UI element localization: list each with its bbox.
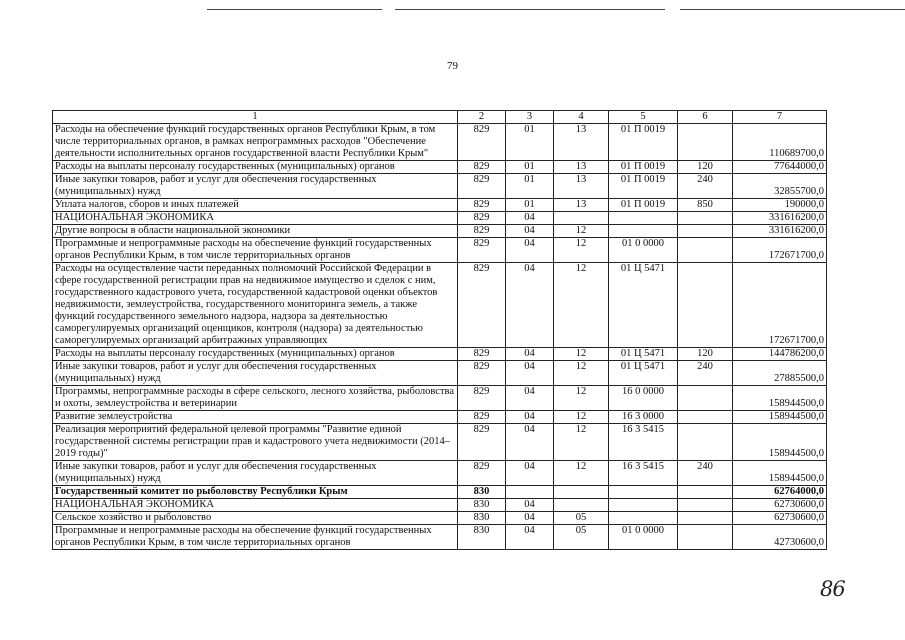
row-description: Расходы на выплаты персоналу государственных (муниципальных) органов: [53, 161, 458, 174]
row-target-article: [609, 512, 678, 525]
row-expense-type: [678, 525, 733, 550]
row-description: Иные закупки товаров, работ и услуг для обеспечения государственных (муниципальных) нужд: [53, 361, 458, 386]
row-target-article: 16 3 5415: [609, 424, 678, 461]
row-subsection-code: 12: [554, 361, 609, 386]
row-subsection-code: 12: [554, 386, 609, 411]
row-amount: 158944500,0: [733, 424, 827, 461]
row-ministry-code: 829: [458, 212, 506, 225]
row-description: Расходы на обеспечение функций государственных органов Республики Крым, в том числе территориальных органов, в рамках непрограммных расходов "Обеспечение деятельности исполнительных органов государственной власти Республики Крым": [53, 124, 458, 161]
row-expense-type: 240: [678, 361, 733, 386]
row-amount: 62764000,0: [733, 486, 827, 499]
row-subsection-code: 05: [554, 512, 609, 525]
row-ministry-code: 829: [458, 238, 506, 263]
row-target-article: 01 П 0019: [609, 161, 678, 174]
row-subsection-code: 12: [554, 411, 609, 424]
row-subsection-code: 12: [554, 424, 609, 461]
table-row: [53, 212, 827, 225]
table-row: [53, 174, 827, 199]
row-subsection-code: 13: [554, 174, 609, 199]
row-expense-type: [678, 212, 733, 225]
row-description: Программы, непрограммные расходы в сфере сельского, лесного хозяйства, рыболовства и охоты, землеустройства и ветеринарии: [53, 386, 458, 411]
row-subsection-code: [554, 212, 609, 225]
row-amount: 32855700,0: [733, 174, 827, 199]
row-section-code: [506, 486, 554, 499]
page-number: 79: [447, 60, 458, 72]
header-row: [53, 111, 827, 124]
row-section-code: 04: [506, 525, 554, 550]
row-expense-type: [678, 424, 733, 461]
row-ministry-code: 829: [458, 411, 506, 424]
row-ministry-code: 829: [458, 348, 506, 361]
row-ministry-code: 829: [458, 386, 506, 411]
row-expense-type: [678, 386, 733, 411]
top-rule: [395, 9, 665, 10]
row-expense-type: [678, 238, 733, 263]
row-ministry-code: 830: [458, 525, 506, 550]
row-expense-type: 120: [678, 348, 733, 361]
table-row: [53, 238, 827, 263]
header-cell: 4: [554, 111, 609, 124]
row-description: Другие вопросы в области национальной экономики: [53, 225, 458, 238]
row-amount: 62730600,0: [733, 512, 827, 525]
table-row: [53, 386, 827, 411]
row-target-article: 16 3 5415: [609, 461, 678, 486]
row-target-article: [609, 212, 678, 225]
row-subsection-code: 12: [554, 461, 609, 486]
row-subsection-code: 13: [554, 161, 609, 174]
row-section-code: 04: [506, 411, 554, 424]
row-target-article: [609, 225, 678, 238]
row-description: Уплата налогов, сборов и иных платежей: [53, 199, 458, 212]
row-target-article: 16 0 0000: [609, 386, 678, 411]
row-section-code: 04: [506, 386, 554, 411]
row-ministry-code: 829: [458, 263, 506, 348]
row-description: Иные закупки товаров, работ и услуг для обеспечения государственных (муниципальных) нужд: [53, 461, 458, 486]
row-expense-type: 240: [678, 461, 733, 486]
row-amount: 190000,0: [733, 199, 827, 212]
row-ministry-code: 830: [458, 499, 506, 512]
row-target-article: [609, 486, 678, 499]
row-description: Государственный комитет по рыболовству Республики Крым: [53, 486, 458, 499]
row-target-article: 01 П 0019: [609, 199, 678, 212]
table-row: [53, 486, 827, 499]
table-row: [53, 424, 827, 461]
row-amount: 158944500,0: [733, 461, 827, 486]
row-section-code: 04: [506, 212, 554, 225]
header-cell: 2: [458, 111, 506, 124]
row-ministry-code: 829: [458, 461, 506, 486]
row-expense-type: [678, 512, 733, 525]
row-target-article: 01 Ц 5471: [609, 263, 678, 348]
row-expense-type: [678, 124, 733, 161]
row-ministry-code: 829: [458, 124, 506, 161]
row-description: НАЦИОНАЛЬНАЯ ЭКОНОМИКА: [53, 499, 458, 512]
row-target-article: 01 П 0019: [609, 174, 678, 199]
row-description: Программные и непрограммные расходы на обеспечение функций государственных органов Республики Крым, в том числе территориальных органов: [53, 238, 458, 263]
row-ministry-code: 829: [458, 361, 506, 386]
table-row: [53, 161, 827, 174]
table-body: [53, 111, 827, 550]
row-amount: 158944500,0: [733, 386, 827, 411]
row-section-code: 04: [506, 499, 554, 512]
row-section-code: 01: [506, 124, 554, 161]
row-section-code: 04: [506, 238, 554, 263]
row-amount: 42730600,0: [733, 525, 827, 550]
row-expense-type: 240: [678, 174, 733, 199]
row-section-code: 04: [506, 424, 554, 461]
table-row: [53, 348, 827, 361]
table-row: [53, 361, 827, 386]
row-expense-type: [678, 263, 733, 348]
row-ministry-code: 830: [458, 486, 506, 499]
header-cell: 6: [678, 111, 733, 124]
row-description: Расходы на выплаты персоналу государственных (муниципальных) органов: [53, 348, 458, 361]
row-amount: 62730600,0: [733, 499, 827, 512]
budget-table: [52, 110, 827, 550]
row-subsection-code: 05: [554, 525, 609, 550]
row-section-code: 04: [506, 225, 554, 238]
row-subsection-code: 12: [554, 225, 609, 238]
row-section-code: 01: [506, 199, 554, 212]
row-expense-type: 120: [678, 161, 733, 174]
row-subsection-code: 13: [554, 124, 609, 161]
row-expense-type: 850: [678, 199, 733, 212]
row-section-code: 04: [506, 361, 554, 386]
row-ministry-code: 829: [458, 174, 506, 199]
row-ministry-code: 829: [458, 161, 506, 174]
row-subsection-code: 12: [554, 348, 609, 361]
table-row: [53, 263, 827, 348]
row-amount: 331616200,0: [733, 225, 827, 238]
table-row: [53, 411, 827, 424]
header-cell: 5: [609, 111, 678, 124]
row-amount: 144786200,0: [733, 348, 827, 361]
row-section-code: 04: [506, 512, 554, 525]
row-subsection-code: 12: [554, 263, 609, 348]
row-target-article: 01 Ц 5471: [609, 361, 678, 386]
row-description: Иные закупки товаров, работ и услуг для обеспечения государственных (муниципальных) нужд: [53, 174, 458, 199]
row-ministry-code: 829: [458, 225, 506, 238]
row-ministry-code: 829: [458, 424, 506, 461]
row-target-article: 01 0 0000: [609, 238, 678, 263]
row-subsection-code: 12: [554, 238, 609, 263]
table-row: [53, 525, 827, 550]
row-description: НАЦИОНАЛЬНАЯ ЭКОНОМИКА: [53, 212, 458, 225]
row-section-code: 04: [506, 348, 554, 361]
row-amount: 158944500,0: [733, 411, 827, 424]
row-section-code: 04: [506, 461, 554, 486]
row-amount: 331616200,0: [733, 212, 827, 225]
row-amount: 77644000,0: [733, 161, 827, 174]
row-subsection-code: [554, 499, 609, 512]
row-target-article: 01 0 0000: [609, 525, 678, 550]
table-row: [53, 499, 827, 512]
row-ministry-code: 829: [458, 199, 506, 212]
row-description: Сельское хозяйство и рыболовство: [53, 512, 458, 525]
header-cell: 1: [53, 111, 458, 124]
row-expense-type: [678, 499, 733, 512]
row-description: Расходы на осуществление части переданных полномочий Российской Федерации в сфере государственной регистрации прав на недвижимое имущество и сделок с ним, государственного кадастрового учета, государственной кадастровой оценки объектов недвижимости, землеустройства, государственного мониторинга земель, а также функций государственного земельного надзора, надзора за деятельностью саморегулируемых организаций оценщиков, контроля (надзора) за деятельностью саморегулируемых организаций арбитражных управляющих: [53, 263, 458, 348]
row-description: Программные и непрограммные расходы на обеспечение функций государственных органов Республики Крым, в том числе территориальных органов: [53, 525, 458, 550]
row-target-article: 01 П 0019: [609, 124, 678, 161]
row-target-article: 16 3 0000: [609, 411, 678, 424]
row-description: Реализация мероприятий федеральной целевой программы "Развитие единой государственной системы регистрации прав и кадастрового учета недвижимости (2014–2019 годы)": [53, 424, 458, 461]
table-row: [53, 124, 827, 161]
row-section-code: 01: [506, 161, 554, 174]
row-description: Развитие землеустройства: [53, 411, 458, 424]
table-row: [53, 461, 827, 486]
row-target-article: [609, 499, 678, 512]
table-row: [53, 199, 827, 212]
row-amount: 110689700,0: [733, 124, 827, 161]
row-amount: 172671700,0: [733, 238, 827, 263]
row-expense-type: [678, 486, 733, 499]
handwritten-page-number: 86: [820, 577, 845, 601]
row-ministry-code: 830: [458, 512, 506, 525]
row-expense-type: [678, 411, 733, 424]
header-cell: 7: [733, 111, 827, 124]
table-row: [53, 512, 827, 525]
header-cell: 3: [506, 111, 554, 124]
row-amount: 172671700,0: [733, 263, 827, 348]
row-subsection-code: 13: [554, 199, 609, 212]
row-section-code: 01: [506, 174, 554, 199]
table-row: [53, 225, 827, 238]
row-target-article: 01 Ц 5471: [609, 348, 678, 361]
row-expense-type: [678, 225, 733, 238]
top-rule: [207, 9, 382, 10]
row-amount: 27885500,0: [733, 361, 827, 386]
row-section-code: 04: [506, 263, 554, 348]
row-subsection-code: [554, 486, 609, 499]
top-rule: [680, 9, 905, 10]
